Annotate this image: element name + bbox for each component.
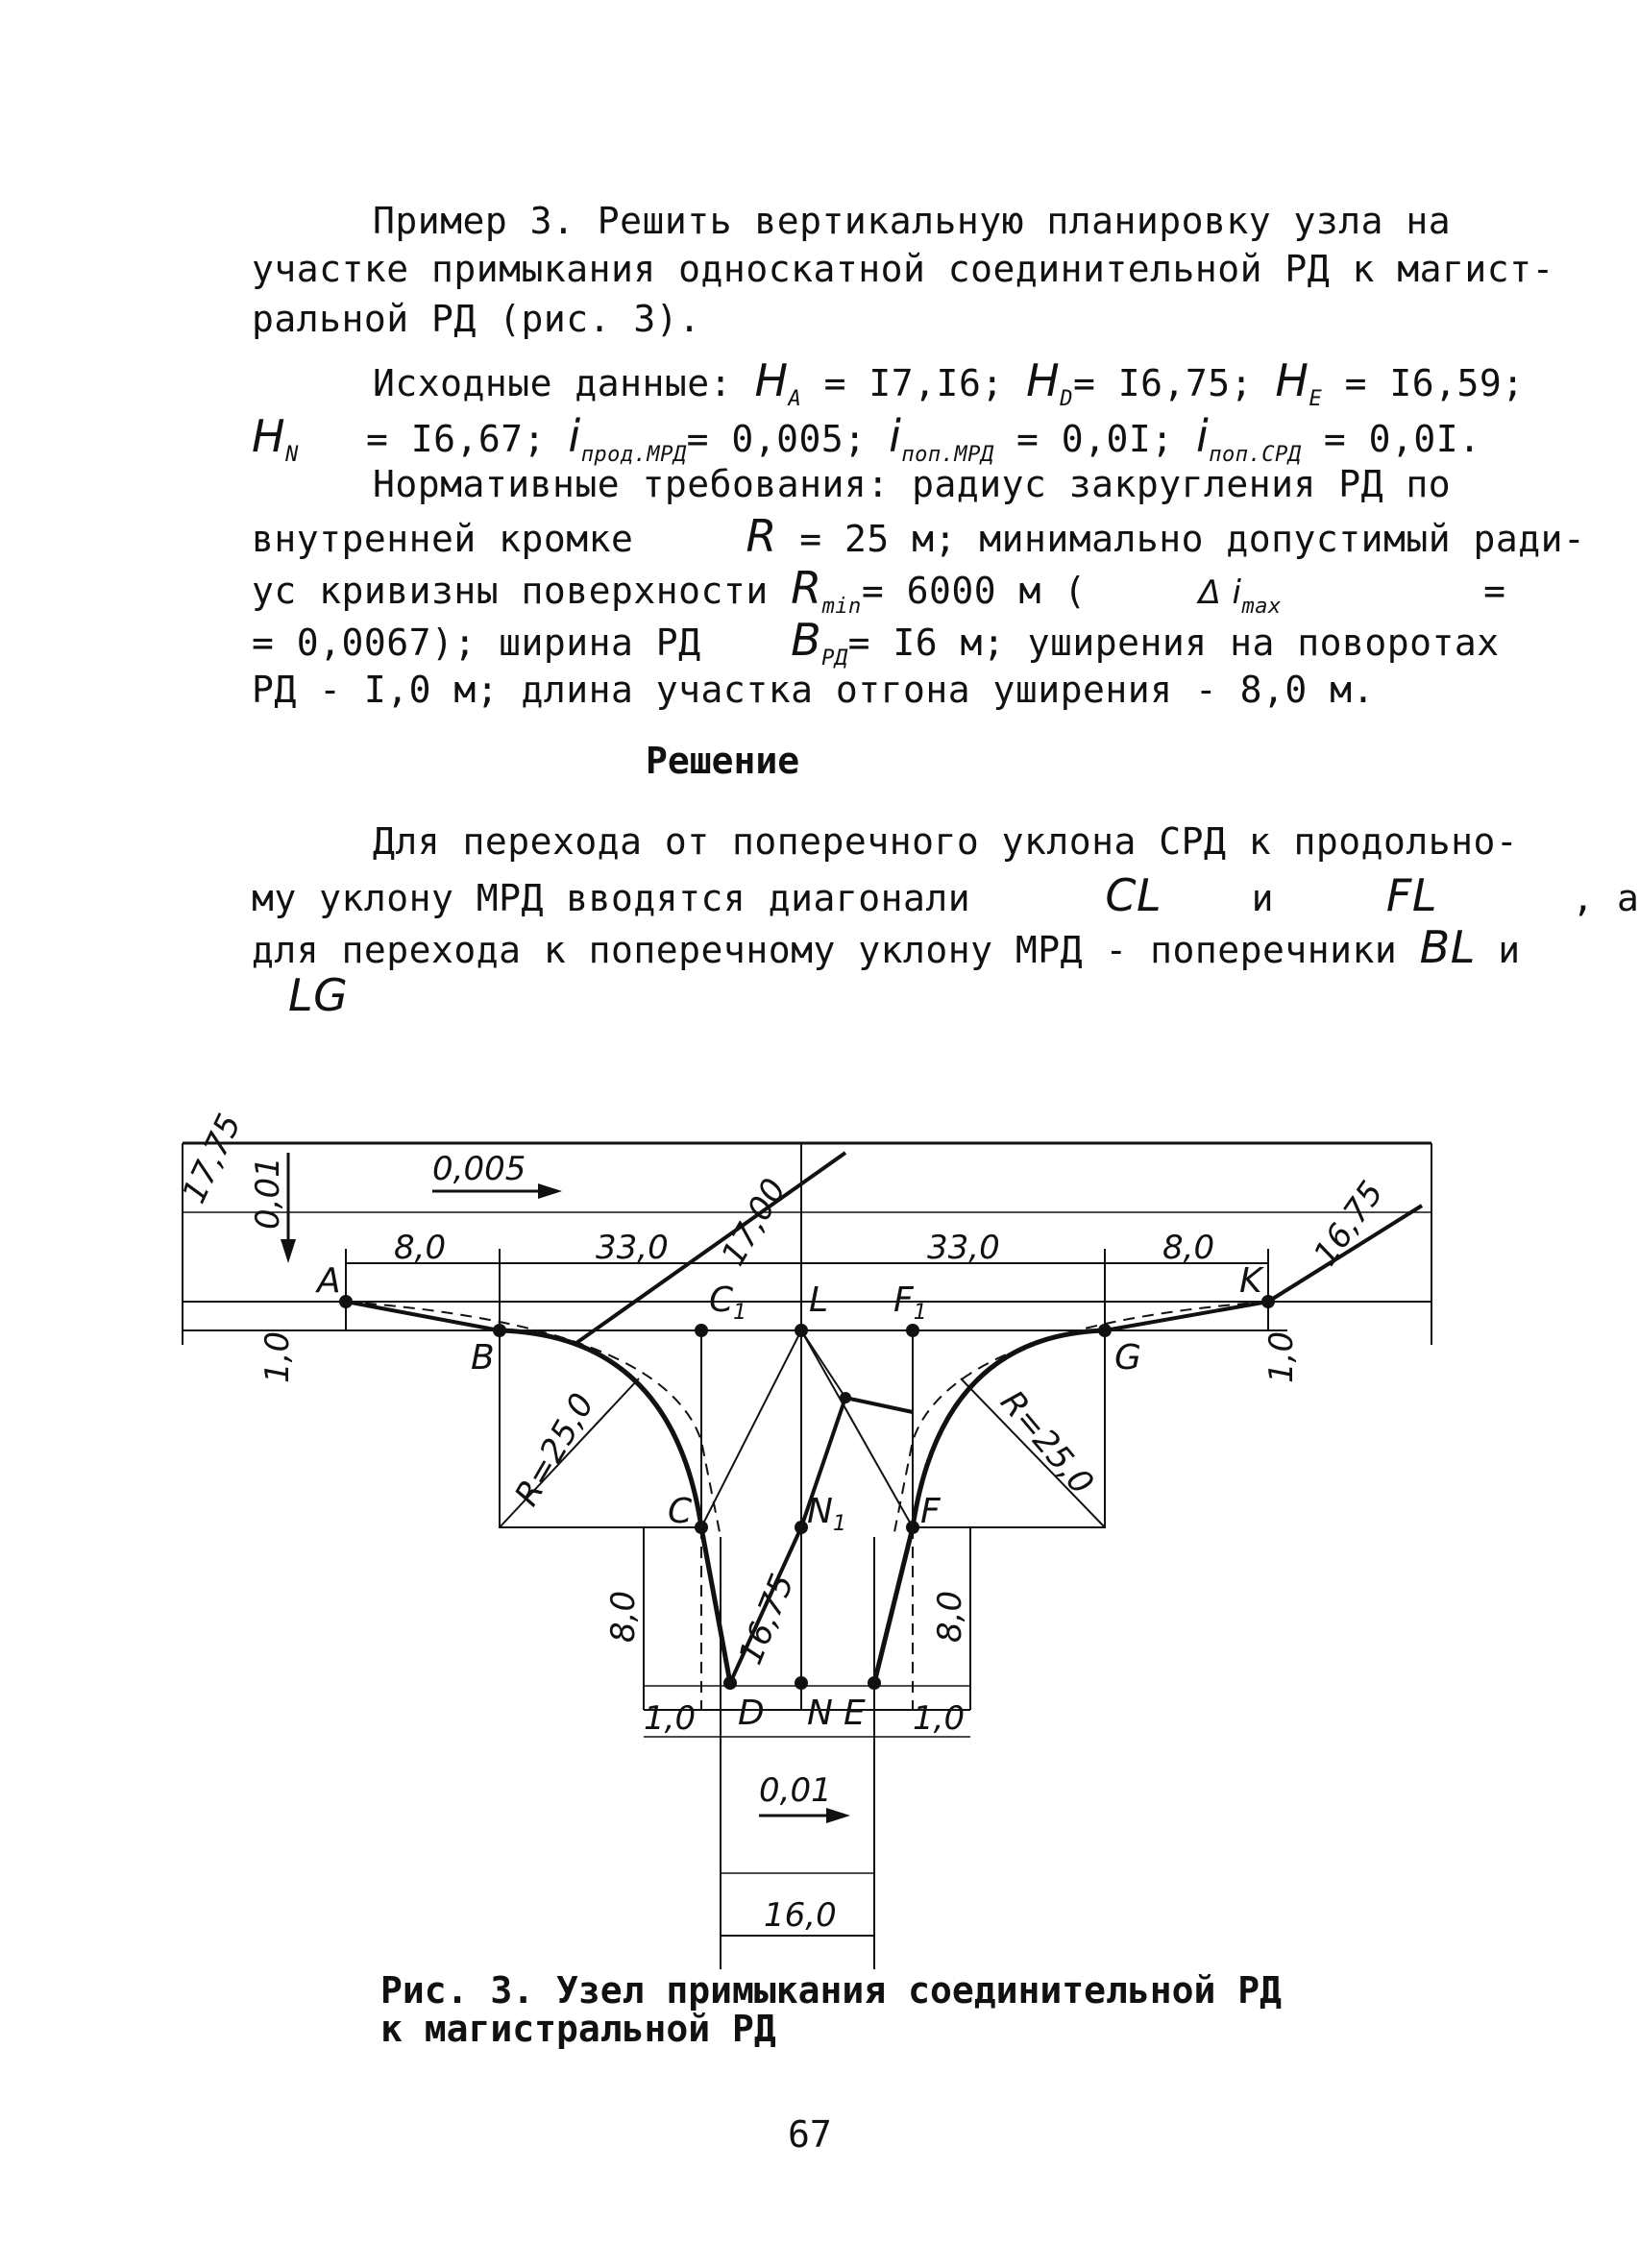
dim-33-left: 33,0	[596, 1229, 669, 1267]
node-k	[1261, 1295, 1275, 1308]
label-b: B	[471, 1338, 495, 1378]
dim-run-right: 8,0	[931, 1590, 969, 1643]
node-l	[795, 1324, 808, 1337]
he-sub: E	[1309, 387, 1323, 411]
example-line-3: ральной РД (рис. 3).	[252, 298, 701, 340]
hn-symbol: H	[252, 410, 286, 462]
bl-symbol: BL	[1419, 921, 1476, 973]
slope-top-label: 0,005	[432, 1150, 526, 1188]
delta-i-symbol: Δ i	[1198, 573, 1242, 612]
example-line-1: Пример 3. Решить вертикальную планировку узла на	[373, 200, 1452, 242]
contour-16-75-top-label: 16,75	[1306, 1174, 1392, 1274]
dim-bottom-left: 1,0	[644, 1699, 697, 1738]
label-c1: $C_1$	[709, 1280, 747, 1325]
hd-value: = I6,75;	[1072, 362, 1253, 404]
dim-width-left: 1,0	[258, 1330, 297, 1383]
slope-side-label: 0,01	[249, 1157, 287, 1230]
he-value: = I6,59;	[1344, 362, 1525, 404]
i-prod-value: = 0,005;	[686, 418, 867, 460]
hd-symbol: H	[1026, 354, 1061, 406]
lg-symbol: LG	[288, 969, 349, 1021]
requirements-line-1: Нормативные требования: радиус закругления РД по	[373, 463, 1452, 505]
node-f	[906, 1521, 919, 1534]
figure-caption-line-1: Рис. 3. Узел примыкания соединительной РД	[380, 1969, 1282, 2012]
contour-17-00-label: 17,00	[714, 1172, 795, 1273]
i-pop-mrd-symbol: i	[889, 410, 902, 462]
cl-symbol: CL	[1105, 869, 1162, 921]
radius-right-label: R=25,0	[992, 1383, 1101, 1502]
i-pop-srd-value: = 0,0I.	[1323, 418, 1481, 460]
ha-sub: A	[788, 387, 802, 411]
dim-bottom-right: 1,0	[913, 1699, 966, 1738]
requirements-l2a: внутренней кромке	[252, 518, 634, 560]
example-line-2: участке примыкания односкатной соединительной РД к магист-	[252, 248, 1554, 290]
figure-caption-line-2: к магистральной РД	[380, 2008, 776, 2050]
hd-sub: D	[1060, 387, 1073, 411]
i-pop-srd-sub: поп.СРД	[1209, 443, 1302, 467]
label-c: C	[668, 1492, 693, 1531]
dim-width-16: 16,0	[764, 1896, 837, 1935]
solution-l3: для перехода к поперечному уклону МРД - поперечники	[252, 929, 1398, 971]
label-e: E	[844, 1694, 866, 1733]
slope-bottom-label: 0,01	[759, 1771, 832, 1810]
solution-heading: Решение	[646, 740, 800, 782]
solution-l2a: му уклону МРД вводятся диагонали	[252, 877, 971, 919]
edge-a-b	[346, 1302, 500, 1330]
r-symbol: R	[746, 510, 777, 562]
input-data-label: Исходные данные:	[373, 362, 733, 404]
node-f1	[906, 1324, 919, 1337]
dim-run-left: 8,0	[604, 1590, 643, 1643]
dim-width-right: 1,0	[1262, 1330, 1301, 1383]
requirements-l3a: ус кривизны поверхности	[252, 570, 769, 612]
requirements-l3b: = 6000 м (	[861, 570, 1087, 612]
label-k: K	[1239, 1261, 1262, 1301]
rmin-symbol: R	[791, 562, 822, 614]
label-n: N	[807, 1694, 833, 1733]
he-symbol: H	[1275, 354, 1309, 406]
node-c1	[695, 1324, 708, 1337]
i-pop-srd-symbol: i	[1196, 410, 1210, 462]
i-pop-mrd-value: = 0,0I;	[1015, 418, 1174, 460]
label-a: A	[317, 1261, 341, 1301]
node-n1	[795, 1521, 808, 1534]
dim-8-left: 8,0	[394, 1229, 447, 1267]
requirements-l4b: = I6 м; уширения на поворотах	[847, 622, 1500, 664]
i-pop-mrd-sub: поп.МРД	[901, 443, 994, 467]
node-e	[868, 1676, 881, 1690]
dim-8-right: 8,0	[1162, 1229, 1215, 1267]
b-symbol: B	[791, 614, 822, 666]
solution-and-1: и	[1251, 877, 1275, 919]
node-b	[493, 1324, 506, 1337]
node-a	[339, 1295, 353, 1308]
solution-and-2: и	[1498, 929, 1521, 971]
node-d	[723, 1676, 737, 1690]
dim-33-right: 33,0	[927, 1229, 1000, 1267]
ha-symbol: H	[754, 354, 789, 406]
node-g	[1098, 1324, 1112, 1337]
hn-value: = I6,67;	[365, 418, 547, 460]
solution-l2b: , а	[1572, 877, 1639, 919]
edge-g-k	[1105, 1302, 1268, 1330]
ha-value: = I7,I6;	[823, 362, 1004, 404]
requirements-l3c: =	[1483, 570, 1506, 612]
solution-line-1: Для перехода от поперечного уклона СРД к продольно-	[373, 820, 1519, 863]
fl-symbol: FL	[1385, 869, 1438, 921]
label-g: G	[1114, 1338, 1141, 1378]
b-sub: РД	[821, 646, 848, 671]
contour-16-75-mid-label: 16,75	[731, 1569, 802, 1671]
i-prod-symbol: i	[568, 410, 581, 462]
label-l: L	[809, 1280, 829, 1320]
requirements-line-5: РД - I,0 м; длина участка отгона уширения - 8,0 м.	[252, 669, 1375, 711]
rmin-sub: min	[821, 595, 862, 619]
label-f1: $F_1$	[893, 1280, 927, 1325]
node-c	[695, 1521, 708, 1534]
label-d: D	[738, 1694, 765, 1733]
requirements-l4a: = 0,0067); ширина РД	[252, 622, 701, 664]
diagonal-cl	[701, 1330, 801, 1527]
delta-i-sub: max	[1241, 595, 1282, 619]
node-n	[795, 1676, 808, 1690]
requirements-l2b: = 25 м; минимально допустимый ради-	[799, 518, 1586, 560]
contour-17-75-label: 17,75	[174, 1108, 250, 1209]
radius-left-label: R=25,0	[507, 1386, 602, 1513]
i-prod-sub: прод.МРД	[580, 443, 687, 467]
hn-sub: N	[285, 443, 299, 467]
label-n1: $N_1$	[807, 1492, 846, 1536]
page-number: 67	[788, 2113, 832, 2156]
label-f: F	[920, 1492, 941, 1531]
